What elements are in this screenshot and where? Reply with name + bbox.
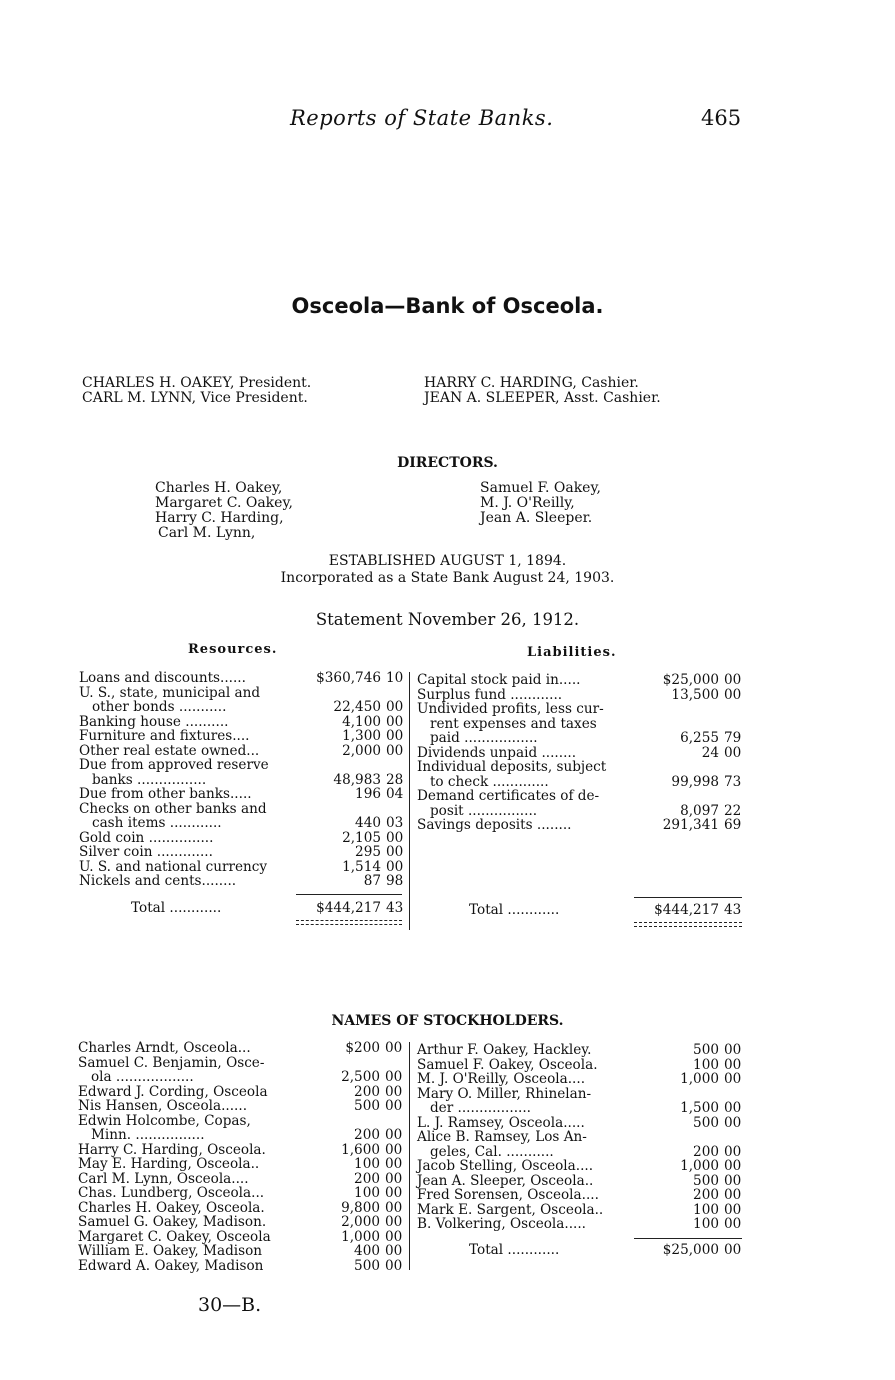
row-cents: 00 bbox=[724, 1100, 742, 1116]
row-label: Capital stock paid in..... bbox=[417, 672, 581, 688]
table-row bbox=[417, 1203, 747, 1218]
table-row bbox=[417, 1145, 747, 1160]
row-label: rent expenses and taxes bbox=[417, 715, 597, 732]
row-cents: 00 bbox=[724, 1158, 742, 1174]
table-row bbox=[78, 1215, 408, 1230]
row-amount: 295 bbox=[355, 844, 381, 860]
row-cents: 03 bbox=[386, 815, 404, 831]
officer-asst-cashier: JEAN A. SLEEPER, Asst. Cashier. bbox=[424, 390, 661, 406]
row-label: Alice B. Ramsey, Los An- bbox=[417, 1129, 587, 1145]
row-label: der ................. bbox=[417, 1100, 531, 1116]
row-cents: 00 bbox=[385, 1141, 403, 1158]
liabilities-table bbox=[417, 673, 747, 833]
table-row bbox=[79, 671, 409, 686]
table-row bbox=[79, 758, 409, 773]
stockholders-left-table bbox=[78, 1041, 408, 1273]
row-amount: 500 bbox=[693, 1114, 719, 1131]
row-cents: 00 bbox=[385, 1214, 403, 1230]
row-label: Banking house .......... bbox=[79, 713, 229, 730]
resources-total-row bbox=[79, 901, 409, 916]
table-row bbox=[79, 845, 409, 860]
table-row bbox=[417, 1087, 747, 1102]
table-row bbox=[417, 1130, 747, 1145]
table-row bbox=[78, 1070, 408, 1085]
row-cents: 00 bbox=[385, 1257, 403, 1274]
row-amount: 1,500 bbox=[680, 1100, 719, 1116]
director-name: Samuel F. Oakey, bbox=[480, 480, 601, 496]
row-label: Due from approved reserve bbox=[79, 757, 269, 773]
table-row bbox=[78, 1114, 408, 1129]
established-line: ESTABLISHED AUGUST 1, 1894. bbox=[328, 553, 567, 569]
row-cents: 00 bbox=[724, 1143, 742, 1160]
table-row bbox=[79, 802, 409, 817]
page-number: 465 bbox=[701, 106, 742, 130]
row-amount: $200 bbox=[345, 1040, 380, 1056]
directors-heading: DIRECTORS. bbox=[397, 455, 498, 471]
table-row bbox=[79, 787, 409, 802]
table-row bbox=[79, 831, 409, 846]
row-cents: 00 bbox=[386, 844, 404, 860]
row-cents: 00 bbox=[724, 1187, 742, 1203]
row-label: Nickels and cents........ bbox=[79, 873, 237, 889]
row-amount: 87 bbox=[363, 873, 381, 889]
table-row bbox=[78, 1056, 408, 1071]
row-cents: 00 bbox=[385, 1098, 403, 1114]
row-label: Chas. Lundberg, Osceola... bbox=[78, 1185, 265, 1201]
stockholders-heading: NAMES OF STOCKHOLDERS. bbox=[331, 1013, 564, 1029]
running-header-title: Reports of State Banks. bbox=[290, 106, 554, 130]
table-row bbox=[78, 1230, 408, 1245]
row-label: Loans and discounts...... bbox=[79, 670, 246, 686]
table-row bbox=[78, 1143, 408, 1158]
row-label: Furniture and fixtures.... bbox=[79, 728, 250, 744]
table-row bbox=[417, 789, 747, 804]
row-cents: 00 bbox=[386, 699, 404, 715]
row-label: Dividends unpaid ........ bbox=[417, 744, 577, 761]
row-label: Fred Sorensen, Osceola.... bbox=[417, 1187, 599, 1203]
table-row bbox=[417, 1072, 747, 1087]
row-label: Edward J. Cording, Osceola bbox=[78, 1083, 268, 1100]
table-row bbox=[417, 818, 747, 833]
table-row bbox=[78, 1085, 408, 1100]
table-row bbox=[417, 1101, 747, 1116]
row-cents: 00 bbox=[724, 1172, 742, 1189]
column-divider bbox=[409, 672, 410, 930]
row-label: Other real estate owned... bbox=[79, 742, 260, 759]
director-name: Jean A. Sleeper. bbox=[480, 510, 593, 526]
table-row bbox=[417, 1174, 747, 1189]
row-amount: 200 bbox=[354, 1170, 380, 1187]
table-row bbox=[78, 1172, 408, 1187]
total-cents: 43 bbox=[386, 900, 404, 916]
row-label: paid ................. bbox=[417, 730, 538, 746]
row-label: Checks on other banks and bbox=[79, 800, 267, 817]
total-cents: 43 bbox=[724, 902, 742, 918]
row-amount: 291,341 bbox=[662, 817, 719, 833]
row-amount: 8,097 bbox=[680, 802, 719, 819]
row-amount: 100 bbox=[354, 1156, 380, 1172]
row-label: cash items ............ bbox=[79, 815, 222, 831]
row-cents: 00 bbox=[724, 744, 742, 761]
row-cents: 00 bbox=[724, 1056, 742, 1073]
table-row bbox=[417, 1058, 747, 1073]
table-row bbox=[78, 1128, 408, 1143]
row-amount: 9,800 bbox=[341, 1199, 380, 1216]
row-label: Savings deposits ........ bbox=[417, 817, 572, 833]
director-name: M. J. O'Reilly, bbox=[480, 495, 575, 511]
row-cents: 00 bbox=[385, 1199, 403, 1216]
row-cents: 00 bbox=[724, 1201, 742, 1218]
row-label: Surplus fund ............ bbox=[417, 686, 563, 703]
table-row bbox=[417, 702, 747, 717]
row-cents: 00 bbox=[386, 829, 404, 846]
table-row bbox=[79, 715, 409, 730]
row-label: ola .................. bbox=[78, 1069, 194, 1085]
row-amount: 200 bbox=[693, 1187, 719, 1203]
row-cents: 00 bbox=[724, 1042, 742, 1058]
director-name: Charles H. Oakey, bbox=[155, 480, 283, 496]
row-cents: 00 bbox=[385, 1228, 403, 1245]
row-amount: 500 bbox=[354, 1257, 380, 1274]
row-amount: 100 bbox=[693, 1056, 719, 1073]
row-amount: 2,000 bbox=[341, 1214, 380, 1230]
total-cents: 00 bbox=[724, 1242, 742, 1258]
row-amount: 2,105 bbox=[342, 829, 381, 846]
row-cents: 00 bbox=[385, 1040, 403, 1056]
row-label: Undivided profits, less cur- bbox=[417, 701, 604, 717]
row-amount: 200 bbox=[354, 1127, 380, 1143]
table-row bbox=[79, 874, 409, 889]
table-row bbox=[417, 1188, 747, 1203]
row-amount: $360,746 bbox=[316, 670, 381, 686]
row-label: Jean A. Sleeper, Osceola.. bbox=[417, 1172, 594, 1189]
directors-left bbox=[155, 481, 293, 541]
director-name: Margaret C. Oakey, bbox=[155, 495, 293, 511]
liabilities-double-rule bbox=[634, 922, 742, 927]
table-row bbox=[417, 1116, 747, 1131]
row-label: Mark E. Sargent, Osceola.. bbox=[417, 1201, 604, 1218]
stockholders-total-rule bbox=[634, 1238, 742, 1239]
table-row bbox=[78, 1157, 408, 1172]
row-label: Due from other banks..... bbox=[79, 786, 252, 802]
row-amount: 1,514 bbox=[342, 858, 381, 875]
row-cents: 22 bbox=[724, 802, 742, 819]
row-cents: 79 bbox=[724, 730, 742, 746]
row-cents: 00 bbox=[724, 1071, 742, 1087]
directors-right bbox=[480, 481, 601, 526]
row-amount: 100 bbox=[693, 1216, 719, 1232]
officer-vice-president: CARL M. LYNN, Vice President. bbox=[82, 390, 308, 406]
total-amount: $25,000 bbox=[662, 1242, 719, 1258]
total-amount: $444,217 bbox=[654, 902, 719, 918]
row-amount: 500 bbox=[693, 1042, 719, 1058]
row-label: Gold coin ............... bbox=[79, 829, 214, 846]
director-name: Harry C. Harding, bbox=[155, 510, 284, 526]
table-row bbox=[78, 1259, 408, 1274]
resources-double-rule bbox=[296, 920, 402, 925]
row-label: posit ................ bbox=[417, 802, 538, 819]
liabilities-total-rule bbox=[634, 897, 742, 898]
table-row bbox=[417, 1159, 747, 1174]
table-row bbox=[417, 1217, 747, 1232]
officer-cashier: HARRY C. HARDING, Cashier. bbox=[424, 375, 639, 391]
row-label: Edwin Holcombe, Copas, bbox=[78, 1112, 251, 1129]
table-row bbox=[417, 688, 747, 703]
row-amount: 4,100 bbox=[342, 713, 381, 730]
row-label: to check ............. bbox=[417, 773, 549, 790]
row-cents: 00 bbox=[385, 1170, 403, 1187]
row-amount: 6,255 bbox=[680, 730, 719, 746]
row-cents: 10 bbox=[386, 670, 404, 686]
statement-title: Statement November 26, 1912. bbox=[315, 610, 580, 629]
row-cents: 00 bbox=[724, 672, 742, 688]
table-row bbox=[78, 1201, 408, 1216]
row-label: M. J. O'Reilly, Osceola.... bbox=[417, 1071, 586, 1087]
row-cents: 00 bbox=[386, 858, 404, 875]
total-label: Total ............ bbox=[469, 902, 560, 918]
row-label: Harry C. Harding, Osceola. bbox=[78, 1141, 266, 1158]
row-label: Nis Hansen, Osceola...... bbox=[78, 1098, 248, 1114]
row-label: Individual deposits, subject bbox=[417, 759, 607, 775]
row-amount: 200 bbox=[693, 1143, 719, 1160]
officer-president: CHARLES H. OAKEY, President. bbox=[82, 375, 312, 391]
row-amount: 99,998 bbox=[671, 773, 719, 790]
row-cents: 00 bbox=[386, 713, 404, 730]
row-cents: 00 bbox=[385, 1069, 403, 1085]
row-label: Carl M. Lynn, Osceola.... bbox=[78, 1170, 249, 1187]
row-label: Jacob Stelling, Osceola.... bbox=[417, 1158, 594, 1174]
row-amount: 1,600 bbox=[341, 1141, 380, 1158]
row-amount: 22,450 bbox=[333, 699, 381, 715]
stockholders-right-table bbox=[417, 1043, 747, 1232]
table-row bbox=[417, 775, 747, 790]
row-cents: 28 bbox=[386, 771, 404, 788]
row-label: other bonds ........... bbox=[79, 699, 227, 715]
signature-mark: 30—B. bbox=[198, 1294, 262, 1316]
row-cents: 00 bbox=[385, 1185, 403, 1201]
row-amount: 1,300 bbox=[342, 728, 381, 744]
table-row bbox=[417, 760, 747, 775]
row-cents: 98 bbox=[386, 873, 404, 889]
row-cents: 00 bbox=[386, 742, 404, 759]
total-label: Total ............ bbox=[469, 1242, 560, 1258]
table-row bbox=[78, 1244, 408, 1259]
row-amount: 500 bbox=[693, 1172, 719, 1189]
table-row bbox=[417, 731, 747, 746]
bank-name: Osceola—Bank of Osceola. bbox=[291, 294, 604, 318]
row-amount: 2,500 bbox=[341, 1069, 380, 1085]
table-row bbox=[78, 1041, 408, 1056]
table-row bbox=[417, 804, 747, 819]
row-label: U. S. and national currency bbox=[79, 858, 268, 875]
row-amount: 1,000 bbox=[680, 1071, 719, 1087]
row-label: Charles Arndt, Osceola... bbox=[78, 1040, 251, 1056]
row-cents: 00 bbox=[724, 1114, 742, 1131]
row-label: Samuel C. Benjamin, Osce- bbox=[78, 1054, 265, 1071]
row-cents: 69 bbox=[724, 817, 742, 833]
row-label: L. J. Ramsey, Osceola..... bbox=[417, 1114, 585, 1131]
row-label: Charles H. Oakey, Osceola. bbox=[78, 1199, 265, 1216]
table-row bbox=[79, 816, 409, 831]
row-cents: 04 bbox=[386, 786, 404, 802]
stockholders-divider bbox=[409, 1042, 410, 1270]
row-amount: 24 bbox=[701, 744, 719, 761]
row-cents: 00 bbox=[386, 728, 404, 744]
director-name: Carl M. Lynn, bbox=[158, 525, 256, 541]
row-amount: 2,000 bbox=[342, 742, 381, 759]
row-label: Edward A. Oakey, Madison bbox=[78, 1257, 264, 1274]
liabilities-total-row bbox=[417, 903, 747, 918]
row-amount: 500 bbox=[354, 1098, 380, 1114]
table-row bbox=[78, 1186, 408, 1201]
row-label: Margaret C. Oakey, Osceola bbox=[78, 1228, 271, 1245]
row-label: Samuel G. Oakey, Madison. bbox=[78, 1214, 267, 1230]
table-row bbox=[78, 1099, 408, 1114]
row-amount: 1,000 bbox=[680, 1158, 719, 1174]
row-label: U. S., state, municipal and bbox=[79, 684, 261, 701]
liabilities-heading: Liabilities. bbox=[527, 645, 617, 660]
row-amount: 400 bbox=[354, 1243, 380, 1259]
row-label: Demand certificates of de- bbox=[417, 788, 600, 804]
row-cents: 00 bbox=[385, 1156, 403, 1172]
table-row bbox=[79, 744, 409, 759]
row-label: Samuel F. Oakey, Osceola. bbox=[417, 1056, 598, 1073]
row-cents: 00 bbox=[385, 1127, 403, 1143]
table-row bbox=[417, 1043, 747, 1058]
table-row bbox=[417, 746, 747, 761]
officers-right bbox=[424, 376, 661, 406]
row-label: Mary O. Miller, Rhinelan- bbox=[417, 1085, 592, 1102]
row-cents: 00 bbox=[724, 1216, 742, 1232]
row-label: William E. Oakey, Madison bbox=[78, 1243, 263, 1259]
table-row bbox=[79, 773, 409, 788]
row-label: Arthur F. Oakey, Hackley. bbox=[417, 1042, 592, 1058]
row-amount: 13,500 bbox=[671, 686, 719, 703]
resources-table bbox=[79, 671, 409, 889]
row-cents: 00 bbox=[385, 1083, 403, 1100]
row-label: Silver coin ............. bbox=[79, 844, 213, 860]
row-amount: 1,000 bbox=[341, 1228, 380, 1245]
table-row bbox=[79, 860, 409, 875]
table-row bbox=[79, 729, 409, 744]
row-label: B. Volkering, Osceola..... bbox=[417, 1216, 586, 1232]
table-row bbox=[79, 700, 409, 715]
row-label: geles, Cal. ........... bbox=[417, 1143, 554, 1160]
table-row bbox=[417, 717, 747, 732]
officers-left bbox=[82, 376, 311, 406]
resources-total-rule bbox=[296, 894, 402, 895]
total-amount: $444,217 bbox=[316, 900, 381, 916]
row-amount: 196 bbox=[355, 786, 381, 802]
row-amount: $25,000 bbox=[662, 672, 719, 688]
row-label: Minn. ................ bbox=[78, 1127, 205, 1143]
row-cents: 00 bbox=[724, 686, 742, 703]
incorporated-line: Incorporated as a State Bank August 24, 1903. bbox=[280, 570, 615, 586]
row-label: May E. Harding, Osceola.. bbox=[78, 1156, 260, 1172]
resources-heading: Resources. bbox=[188, 642, 278, 657]
row-amount: 200 bbox=[354, 1083, 380, 1100]
row-amount: 100 bbox=[354, 1185, 380, 1201]
row-amount: 48,983 bbox=[333, 771, 381, 788]
total-label: Total ............ bbox=[131, 900, 222, 916]
row-cents: 00 bbox=[385, 1243, 403, 1259]
table-row bbox=[79, 686, 409, 701]
row-cents: 73 bbox=[724, 773, 742, 790]
table-row bbox=[417, 673, 747, 688]
row-amount: 440 bbox=[355, 815, 381, 831]
row-label: banks ................ bbox=[79, 771, 207, 788]
row-amount: 100 bbox=[693, 1201, 719, 1218]
stockholders-total-row bbox=[417, 1243, 747, 1258]
